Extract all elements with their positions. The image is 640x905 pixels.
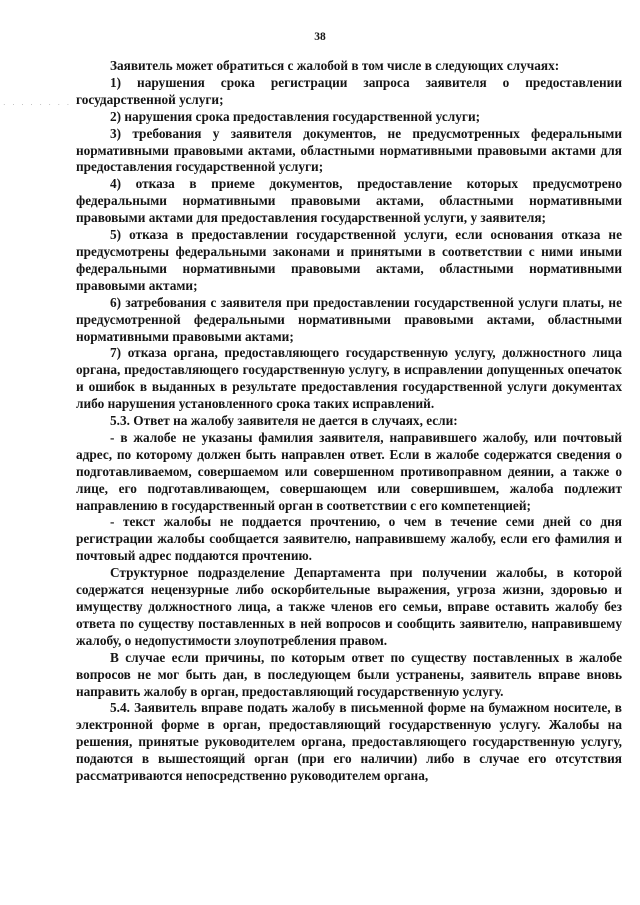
paragraph-section-5-3: 5.3. Ответ на жалобу заявителя не дается в случаях, если: bbox=[110, 413, 458, 429]
page-number: 38 bbox=[314, 31, 326, 43]
paragraph-unreadable-text: - текст жалобы не поддается прочтению, о чем в течение семи дней со дня регистрации жалобы сообщается заявителю, направившему жалобу, если его фамилия и почтовый адрес поддаются прочтению. bbox=[76, 514, 622, 564]
paragraph-item-3: 3) требования у заявителя документов, не предусмотренных федеральными нормативными правовыми актами, областными нормативными правовыми актами для предоставления государственной услуги; bbox=[76, 125, 622, 175]
paragraph-intro: Заявитель может обратиться с жалобой в том числе в следующих случаях: bbox=[110, 58, 560, 73]
paragraph-item-1: 1) нарушения срока регистрации запроса заявителя о предоставлении государственной услуги; bbox=[76, 74, 622, 107]
paragraph-item-5: 5) отказа в предоставлении государственной услуги, если основания отказа не предусмотрены федеральными законами и принятыми в соответствии с ними иными федеральными нормативными правовыми актами, областными нормативными правовыми актами; bbox=[76, 227, 622, 293]
paragraph-offensive-content: Структурное подразделение Департамента при получении жалобы, в которой содержатся нецензурные либо оскорбительные выражения, угроза жизни, здоровью и имуществу должностного лица, а также членов его семьи, вправе оставить жалобу без ответа по существу поставленных в ней вопросов и сообщить заявителю, направившему жалобу, о недопустимости злоупотребления правом. bbox=[76, 565, 622, 648]
paragraph-no-name-address: - в жалобе не указаны фамилия заявителя, направившего жалобу, или почтовый адрес, по которому должен быть направлен ответ. Если в жалобе содержатся сведения о подготавливаемом, совершаемом или совершенном противоправном деянии, а также о лице, его подготавливающем, совершающем или совершившем, жалоба подлежит направлению в государственный орган в соответствии с его компетенцией; bbox=[76, 429, 622, 513]
paragraph-section-5-4: 5.4. Заявитель вправе подать жалобу в письменной форме на бумажном носителе, в электронной форме в орган, предоставляющий государственную услугу. Жалобы на решения, принятые руководителем органа, предоставляющего государственную услугу, подаются в вышестоящий орган (при его наличии) либо в случае его отсутствия рассматриваются непосредственно руководителем органа, bbox=[76, 700, 622, 784]
document-body bbox=[76, 58, 622, 785]
paragraph-item-6: 6) затребования с заявителя при предоставлении государственной услуги платы, не предусмотренной федеральными нормативными правовыми актами, областными нормативными правовыми актами; bbox=[76, 294, 622, 344]
paragraph-item-7: 7) отказа органа, предоставляющего государственную услугу, должностного лица органа, предоставляющего государственную услугу, в исправлении допущенных опечаток и ошибок в выданных в результате предоставления государственной услуги документах либо нарушения установленного срока таких исправлений. bbox=[76, 345, 622, 412]
paragraph-item-2: 2) нарушения срока предоставления государственной услуги; bbox=[110, 108, 481, 124]
margin-marks: . . . . . . . . bbox=[3, 98, 72, 107]
paragraph-reasons-removed: В случае если причины, по которым ответ по существу поставленных в жалобе вопросов не мог быть дан, в последующем были устранены, заявитель вправе вновь направить жалобу в орган, предоставляющий государственную услугу. bbox=[76, 649, 622, 699]
paragraph-item-4: 4) отказа в приеме документов, предоставление которых предусмотрено федеральными нормативными правовыми актами, областными нормативными правовыми актами для предоставления государственной услуги, у заявителя; bbox=[76, 176, 622, 226]
